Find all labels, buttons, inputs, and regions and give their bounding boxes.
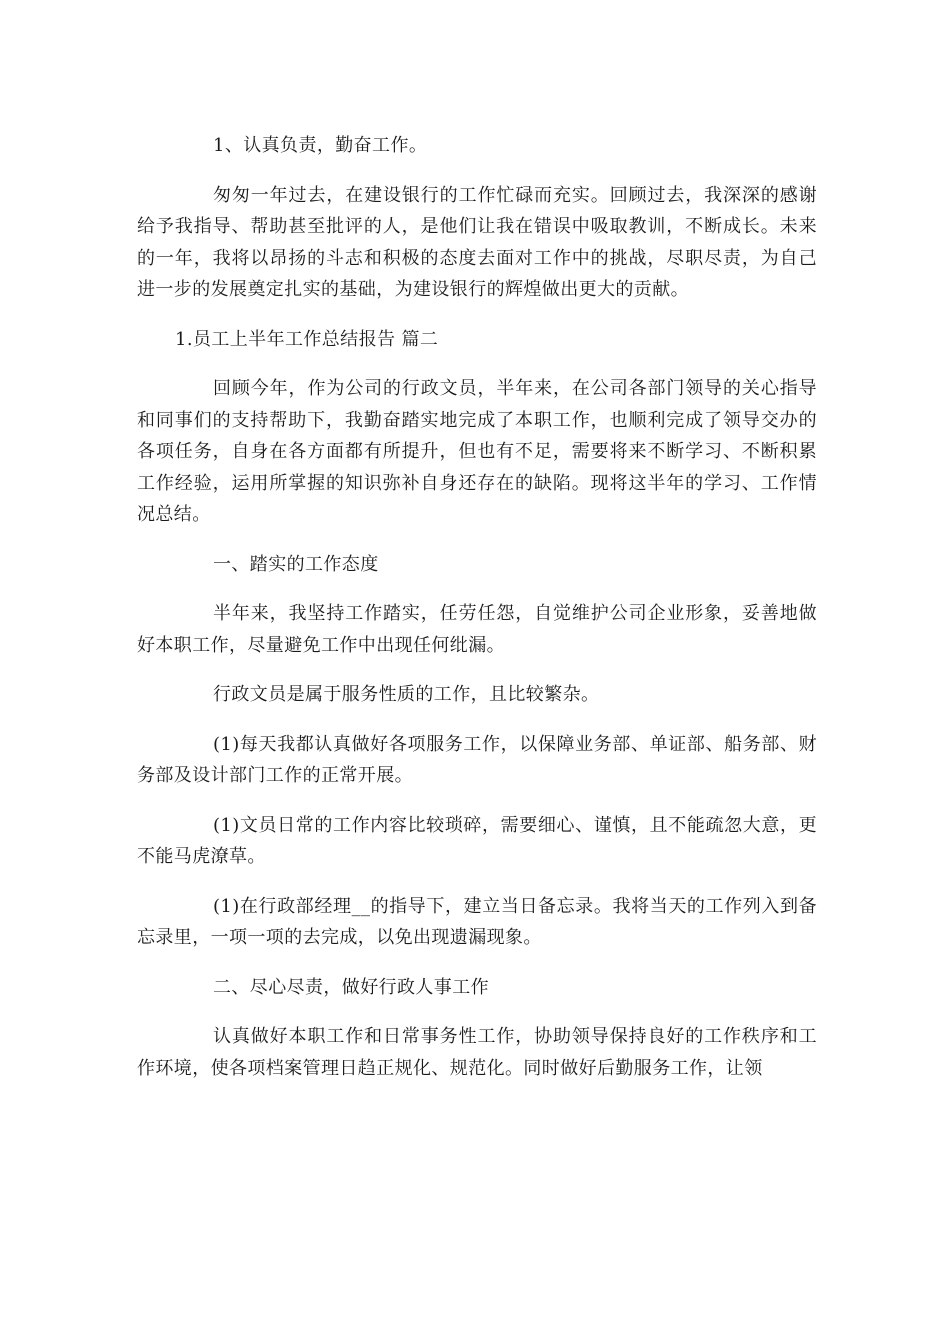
paragraph-item-careful: (1)文员日常的工作内容比较琐碎，需要细心、谨慎，且不能疏忽大意，更不能马虎潦草。 bbox=[137, 814, 817, 867]
paragraph-summary: 匆匆一年过去，在建设银行的工作忙碌而充实。回顾过去，我深深的感谢给予我指导、帮助甚至批评的人，是他们让我在错误中吸取教训，不断成长。未来的一年，我将以昂扬的斗志和积极的态度去面对工作中的挑战，尽职尽责，为自己进一步的发展奠定扎实的基础，为建设银行的辉煌做出更大的贡献。 bbox=[137, 184, 817, 300]
paragraph-item-daily-service: (1)每天我都认真做好各项服务工作，以保障业务部、单证部、船务部、财务部及设计部门工作的正常开展。 bbox=[137, 733, 817, 786]
paragraph-item-memo: (1)在行政部经理__的指导下，建立当日备忘录。我将当天的工作列入到备忘录里，一项一项的去完成，以免出现遗漏现象。 bbox=[137, 895, 817, 948]
section-heading-1: 1、认真负责，勤奋工作。 bbox=[213, 135, 428, 156]
paragraph-attitude: 半年来，我坚持工作踏实，任劳任怨，自觉维护公司企业形象，妥善地做好本职工作，尽量避免工作中出现任何纰漏。 bbox=[137, 603, 817, 656]
paragraph-admin: 认真做好本职工作和日常事务性工作，协助领导保持良好的工作秩序和工作环境，使各项档案管理日趋正规化、规范化。同时做好后勤服务工作，让领 bbox=[137, 1026, 817, 1079]
paragraph-review: 回顾今年，作为公司的行政文员，半年来，在公司各部门领导的关心指导和同事们的支持帮助下，我勤奋踏实地完成了本职工作，也顺利完成了领导交办的各项任务，自身在各方面都有所提升，但也有不足，需要将来不断学习、不断积累工作经验，运用所掌握的知识弥补自身还存在的缺陷。现将这半年的学习、工作情况总结。 bbox=[137, 378, 817, 525]
paragraph-service-nature: 行政文员是属于服务性质的工作，且比较繁杂。 bbox=[213, 684, 600, 705]
report-title-part2: 1.员工上半年工作总结报告 篇二 bbox=[175, 328, 439, 350]
section-heading-admin: 二、尽心尽责，做好行政人事工作 bbox=[213, 976, 489, 998]
document-body bbox=[137, 130, 817, 1102]
section-heading-attitude: 一、踏实的工作态度 bbox=[213, 553, 379, 575]
